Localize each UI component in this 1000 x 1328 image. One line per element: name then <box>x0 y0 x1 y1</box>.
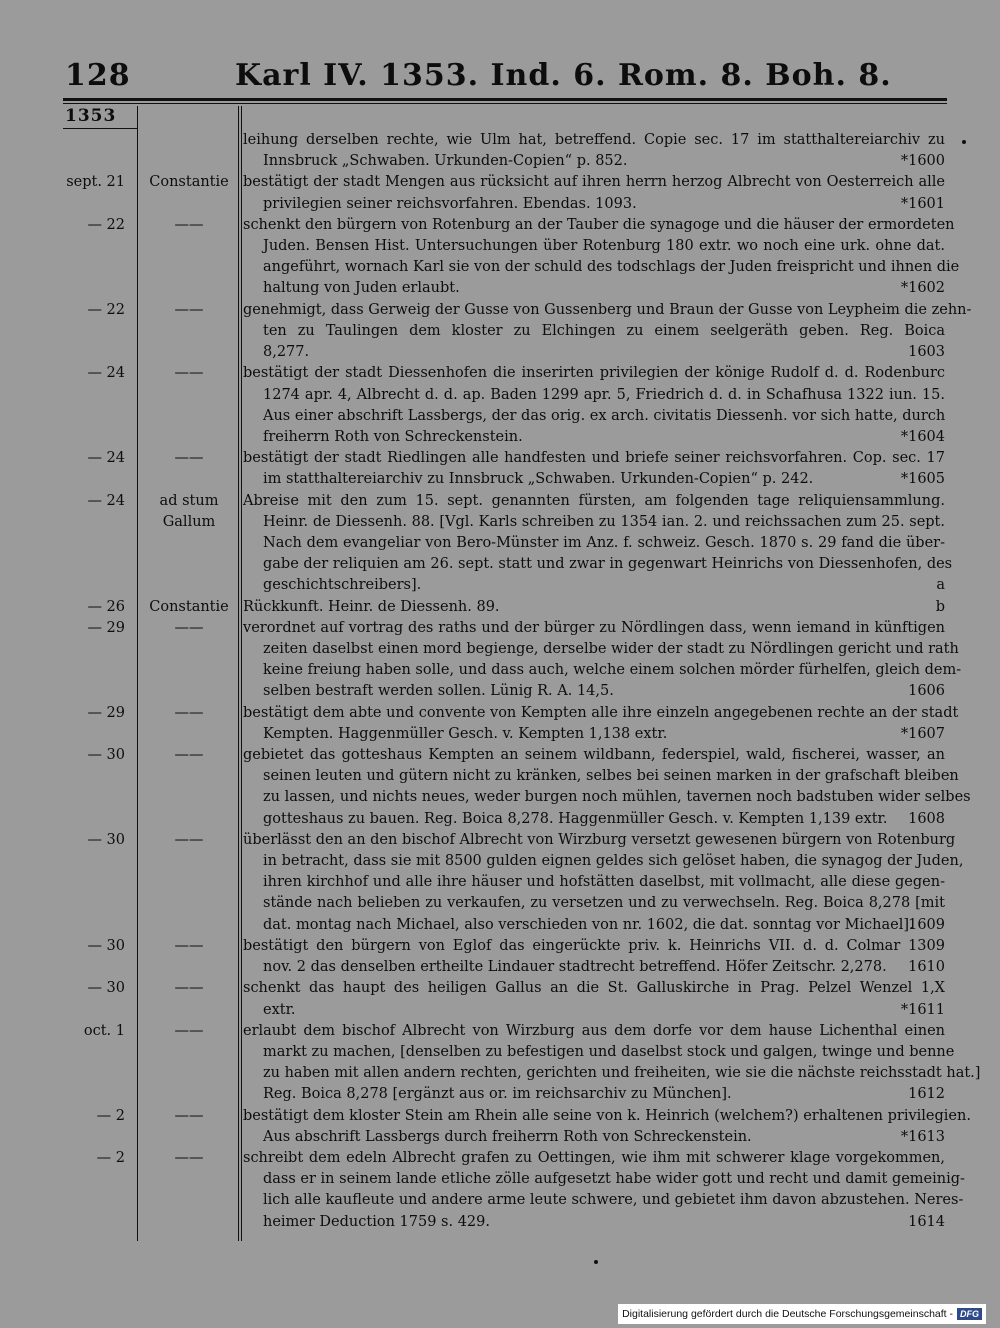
entry-line: 8,277. <box>263 344 310 361</box>
entry-line: Rückkunft. Heinr. de Diessenh. 89. <box>243 598 500 615</box>
entry-text <box>243 215 960 300</box>
entry-text <box>243 363 945 448</box>
entry-line: Kempten. Haggenmüller Gesch. v. Kempten 1,138 extr. <box>263 725 668 742</box>
register-entry <box>63 130 947 172</box>
entry-line: in betracht, dass sie mit 8500 gulden eignen geldes sich gelöset haben, die synagog der Juden, <box>263 853 964 870</box>
register-entry <box>63 936 947 978</box>
entry-place: —— <box>174 747 204 764</box>
entry-date: sept. 21 <box>66 174 125 191</box>
year-label: 1353 <box>65 106 117 126</box>
entry-line: Juden. Bensen Hist. Untersuchungen über Rotenburg 180 extr. wo noch eine urk. ohne dat. <box>263 238 945 255</box>
register-entry <box>63 448 947 490</box>
entry-line: im statthaltereiarchiv zu Innsbruck „Schwaben. Urkunden-Copien“ p. 242. <box>263 471 814 488</box>
page-number: 128 <box>65 58 131 93</box>
entry-date: — 2 <box>96 1150 125 1166</box>
footer-text: Digitalisierung gefördert durch die Deutsche Forschungsgemeinschaft - <box>622 1308 953 1320</box>
entry-line: bestätigt der stadt Diessenhofen die inserirten privilegien der könige Rudolf d. d. Rodenburc <box>243 365 945 382</box>
register-entry <box>63 172 947 214</box>
entry-place: —— <box>174 1150 204 1166</box>
header-rule <box>63 98 947 101</box>
entry-line: gebietet das gotteshaus Kempten an seinem wildbann, federspiel, wald, fischerei, wasser, an <box>243 747 945 764</box>
scan-speck <box>962 140 966 144</box>
entry-text <box>243 1148 965 1233</box>
entry-date: — 29 <box>87 704 125 721</box>
register-entries <box>63 130 981 1233</box>
entry-text <box>243 300 972 364</box>
entry-number: *1601 <box>900 195 945 212</box>
entry-line: bestätigt der stadt Mengen aus rücksicht auf ihren herrn herzog Albrecht von Oesterreich alle <box>243 174 945 191</box>
entry-line: dass er in seinem lande etliche zölle aufgesetzt habe wider gott und recht und damit gemeinig- <box>263 1171 965 1188</box>
entry-line: markt zu machen, [denselben zu befestigen und daselbst stock und galgen, twinge und benne <box>263 1043 955 1060</box>
entry-date: — 30 <box>87 747 125 764</box>
entry-line: erlaubt dem bischof Albrecht von Wirzburg aus dem dorfe vor dem hause Lichenthal einen <box>243 1022 945 1039</box>
register-entry <box>63 597 947 618</box>
entry-line: selben bestraft werden sollen. Lünig R. A. 14,5. <box>263 683 614 700</box>
entry-date: oct. 1 <box>83 1022 125 1039</box>
entry-line: Abreise mit den zum 15. sept. genannten fürsten, am folgenden tage reliquiensammlung. <box>243 492 945 509</box>
register-entry <box>63 703 959 745</box>
entry-line: schenkt das haupt des heiligen Gallus an die St. Galluskirche in Prag. Pelzel Wenzel 1,X <box>243 980 945 997</box>
entry-number: *1604 <box>900 428 945 445</box>
entry-place: —— <box>174 1107 204 1124</box>
entry-place: Constantie <box>149 174 229 191</box>
entry-number: 1606 <box>908 683 945 700</box>
entry-line: haltung von Juden erlaubt. <box>263 280 460 297</box>
entry-line: gotteshaus zu bauen. Reg. Boica 8,278. Haggenmüller Gesch. v. Kempten 1,139 extr. <box>263 810 888 827</box>
entry-date: — 22 <box>87 301 125 318</box>
entry-line: bestätigt den bürgern von Eglof das eingerückte priv. k. Heinrichs VII. d. d. Colmar 1309 <box>243 937 945 954</box>
entry-line: Heinr. de Diessenh. 88. [Vgl. Karls schreiben zu 1354 ian. 2. und reichssachen zum 25. sept. <box>263 513 945 530</box>
entry-line: dat. montag nach Michael, also verschieden von nr. 1602, die dat. sonntag vor Michael]. <box>263 916 914 933</box>
register-entry <box>63 215 960 300</box>
entry-line: geschichtschreibers]. <box>263 577 422 594</box>
register-entry <box>63 745 971 830</box>
register-entry <box>63 491 953 597</box>
entry-number: *1613 <box>900 1128 945 1145</box>
entry-line: ihren kirchhof und alle ihre häuser und hofstätten daselbst, mit vollmacht, alle diese gegen- <box>263 874 945 891</box>
entry-number: 1608 <box>908 810 945 827</box>
entry-date: — 30 <box>87 831 125 848</box>
entry-place: —— <box>174 216 204 233</box>
entry-line: bestätigt dem abte und convente von Kempten alle ihre einzeln angegebenen rechte an der stadt <box>243 704 959 721</box>
entry-date: — 24 <box>87 365 125 382</box>
entry-place: —— <box>174 1022 204 1039</box>
entry-date: — 24 <box>87 450 125 467</box>
entry-line: stände nach belieben zu verkaufen, zu versetzen und zu verwechseln. Reg. Boica 8,278 [mit <box>263 895 945 912</box>
entry-date: — 24 <box>87 492 125 509</box>
entry-number: *1605 <box>900 471 945 488</box>
entry-line: überlässt den an den bischof Albrecht von Wirzburg versetzt gewesenen bürgern von Rotenburg <box>243 831 956 848</box>
entry-text <box>243 745 971 830</box>
entry-line: lich alle kaufleute und andere arme leute schwere, und gebietet ihm davon abzustehen. Neres- <box>263 1192 964 1209</box>
entry-text <box>243 172 945 214</box>
entry-number: b <box>935 598 945 615</box>
entry-line: freiherrn Roth von Schreckenstein. <box>263 428 523 445</box>
entry-line: bestätigt dem kloster Stein am Rhein alle seine von k. Heinrich (welchem?) erhaltenen privilegien. <box>243 1107 971 1124</box>
entry-date: — 22 <box>87 216 125 233</box>
entry-text <box>243 936 945 978</box>
entry-text <box>243 448 945 490</box>
entry-line: ten zu Taulingen dem kloster zu Elchingen zu einem seelgeräth geben. Reg. Boica <box>263 322 945 339</box>
register-entry <box>63 1148 965 1233</box>
entry-date: — 2 <box>96 1107 125 1124</box>
register-entry <box>63 618 962 703</box>
entry-number: *1600 <box>900 153 945 170</box>
scan-speck <box>594 1260 598 1264</box>
header-rule-thin <box>63 103 947 104</box>
entry-line: extr. <box>263 1001 296 1018</box>
register-entry <box>63 1106 971 1148</box>
entry-text <box>243 1021 981 1106</box>
register-entry <box>63 978 947 1020</box>
entry-text <box>243 491 953 597</box>
register-entry <box>63 363 947 448</box>
entry-place: ad stum Gallum <box>159 492 219 530</box>
register-entry <box>63 830 964 936</box>
page-title: Karl IV. 1353. Ind. 6. Rom. 8. Boh. 8. <box>235 58 892 93</box>
entry-place: —— <box>174 980 204 997</box>
entry-number: 1610 <box>908 959 945 976</box>
entry-line: Reg. Boica 8,278 [ergänzt aus or. im reichsarchiv zu München]. <box>263 1086 732 1103</box>
entry-text <box>243 618 962 703</box>
entry-place: —— <box>174 301 204 318</box>
entry-line: leihung derselben rechte, wie Ulm hat, betreffend. Copie sec. 17 im statthaltereiarchiv zu <box>243 132 945 148</box>
entry-number: a <box>936 577 945 594</box>
entry-text <box>243 978 945 1020</box>
entry-text <box>243 1106 971 1148</box>
entry-line: seinen leuten und gütern nicht zu kränken, selbes bei seinen marken in der grafschaft bleiben <box>263 768 959 785</box>
dfg-logo: DFG <box>957 1308 982 1320</box>
entry-line: schreibt dem edeln Albrecht grafen zu Oettingen, wie ihm mit schwerer klage vorgekommen, <box>243 1150 945 1166</box>
entry-number: 1614 <box>908 1213 945 1230</box>
entry-line: Nach dem evangeliar von Bero-Münster im Anz. f. schweiz. Gesch. 1870 s. 29 fand die über- <box>263 534 945 551</box>
entry-line: heimer Deduction 1759 s. 429. <box>263 1213 490 1230</box>
entry-number: *1602 <box>900 280 945 297</box>
register-entry <box>63 1021 981 1106</box>
entry-line: privilegien seiner reichsvorfahren. Ebendas. 1093. <box>263 195 637 212</box>
entry-place: —— <box>174 704 204 721</box>
entry-line: schenkt den bürgern von Rotenburg an der Tauber die synagoge und die häuser der ermordeten <box>243 216 955 233</box>
entry-place: —— <box>174 937 204 954</box>
entry-line: nov. 2 das denselben ertheilte Lindauer stadtrecht betreffend. Höfer Zeitschr. 2,278. <box>263 959 887 976</box>
entry-date: — 26 <box>87 598 125 615</box>
entry-line: genehmigt, dass Gerweig der Gusse von Gussenberg und Braun der Gusse von Leypheim die zehn- <box>243 301 972 318</box>
entry-place: —— <box>174 365 204 382</box>
entry-line: 1274 apr. 4, Albrecht d. d. ap. Baden 1299 apr. 5, Friedrich d. d. in Schafhusa 1322 iun. 15. <box>263 386 945 403</box>
entry-line: gabe der reliquien am 26. sept. statt und zwar in gegenwart Heinrichs von Diessenhofen, des <box>263 556 953 573</box>
entry-number: 1603 <box>908 344 945 361</box>
entry-line: angeführt, wornach Karl sie von der schuld des todschlags der Juden freispricht und ihnen die <box>263 259 960 276</box>
year-box <box>63 106 137 129</box>
entry-line: keine freiung haben solle, und dass auch, welche einem solchen mörder fürhelfen, gleich dem- <box>263 662 962 679</box>
entry-number: 1609 <box>908 916 945 933</box>
entry-text <box>243 830 964 936</box>
entry-text <box>243 130 945 172</box>
page-header <box>65 58 945 96</box>
footer-credit <box>618 1304 986 1324</box>
entry-line: bestätigt der stadt Riedlingen alle handfesten und briefe seiner reichsvorfahren. Cop. sec. 17 <box>243 450 945 467</box>
entry-line: Aus einer abschrift Lassbergs, der das orig. ex arch. civitatis Diessenh. vor sich hatte, durch <box>263 407 946 424</box>
entry-date: — 30 <box>87 937 125 954</box>
entry-place: —— <box>174 619 204 636</box>
entry-place: —— <box>174 831 204 848</box>
entry-line: zu lassen, und nichts neues, weder burgen noch mühlen, tavernen noch badstuben wider selbes <box>263 789 971 806</box>
entry-text <box>243 703 959 745</box>
entry-line: zeiten daselbst einen mord begienge, derselbe wider der stadt zu Nördlingen gericht und rath <box>263 641 959 657</box>
entry-number: *1607 <box>900 725 945 742</box>
entry-line: verordnet auf vortrag des raths und der bürger zu Nördlingen dass, wenn iemand in künftigen <box>243 619 945 636</box>
entry-date: — 29 <box>87 619 125 636</box>
entry-date: — 30 <box>87 980 125 997</box>
entry-line: zu haben mit allen andern rechten, gerichten und freiheiten, wie sie die nächste reichsstadt hat.] <box>263 1065 981 1082</box>
entry-text <box>243 597 945 618</box>
entry-place: —— <box>174 450 204 467</box>
entry-place: Constantie <box>149 598 229 615</box>
entry-number: *1611 <box>900 1001 945 1018</box>
entry-number: 1612 <box>908 1086 945 1103</box>
entry-line: Aus abschrift Lassbergs durch freiherrn Roth von Schreckenstein. <box>263 1128 752 1145</box>
entry-line: Innsbruck „Schwaben. Urkunden-Copien“ p. 852. <box>263 153 628 170</box>
register-entry <box>63 300 972 364</box>
